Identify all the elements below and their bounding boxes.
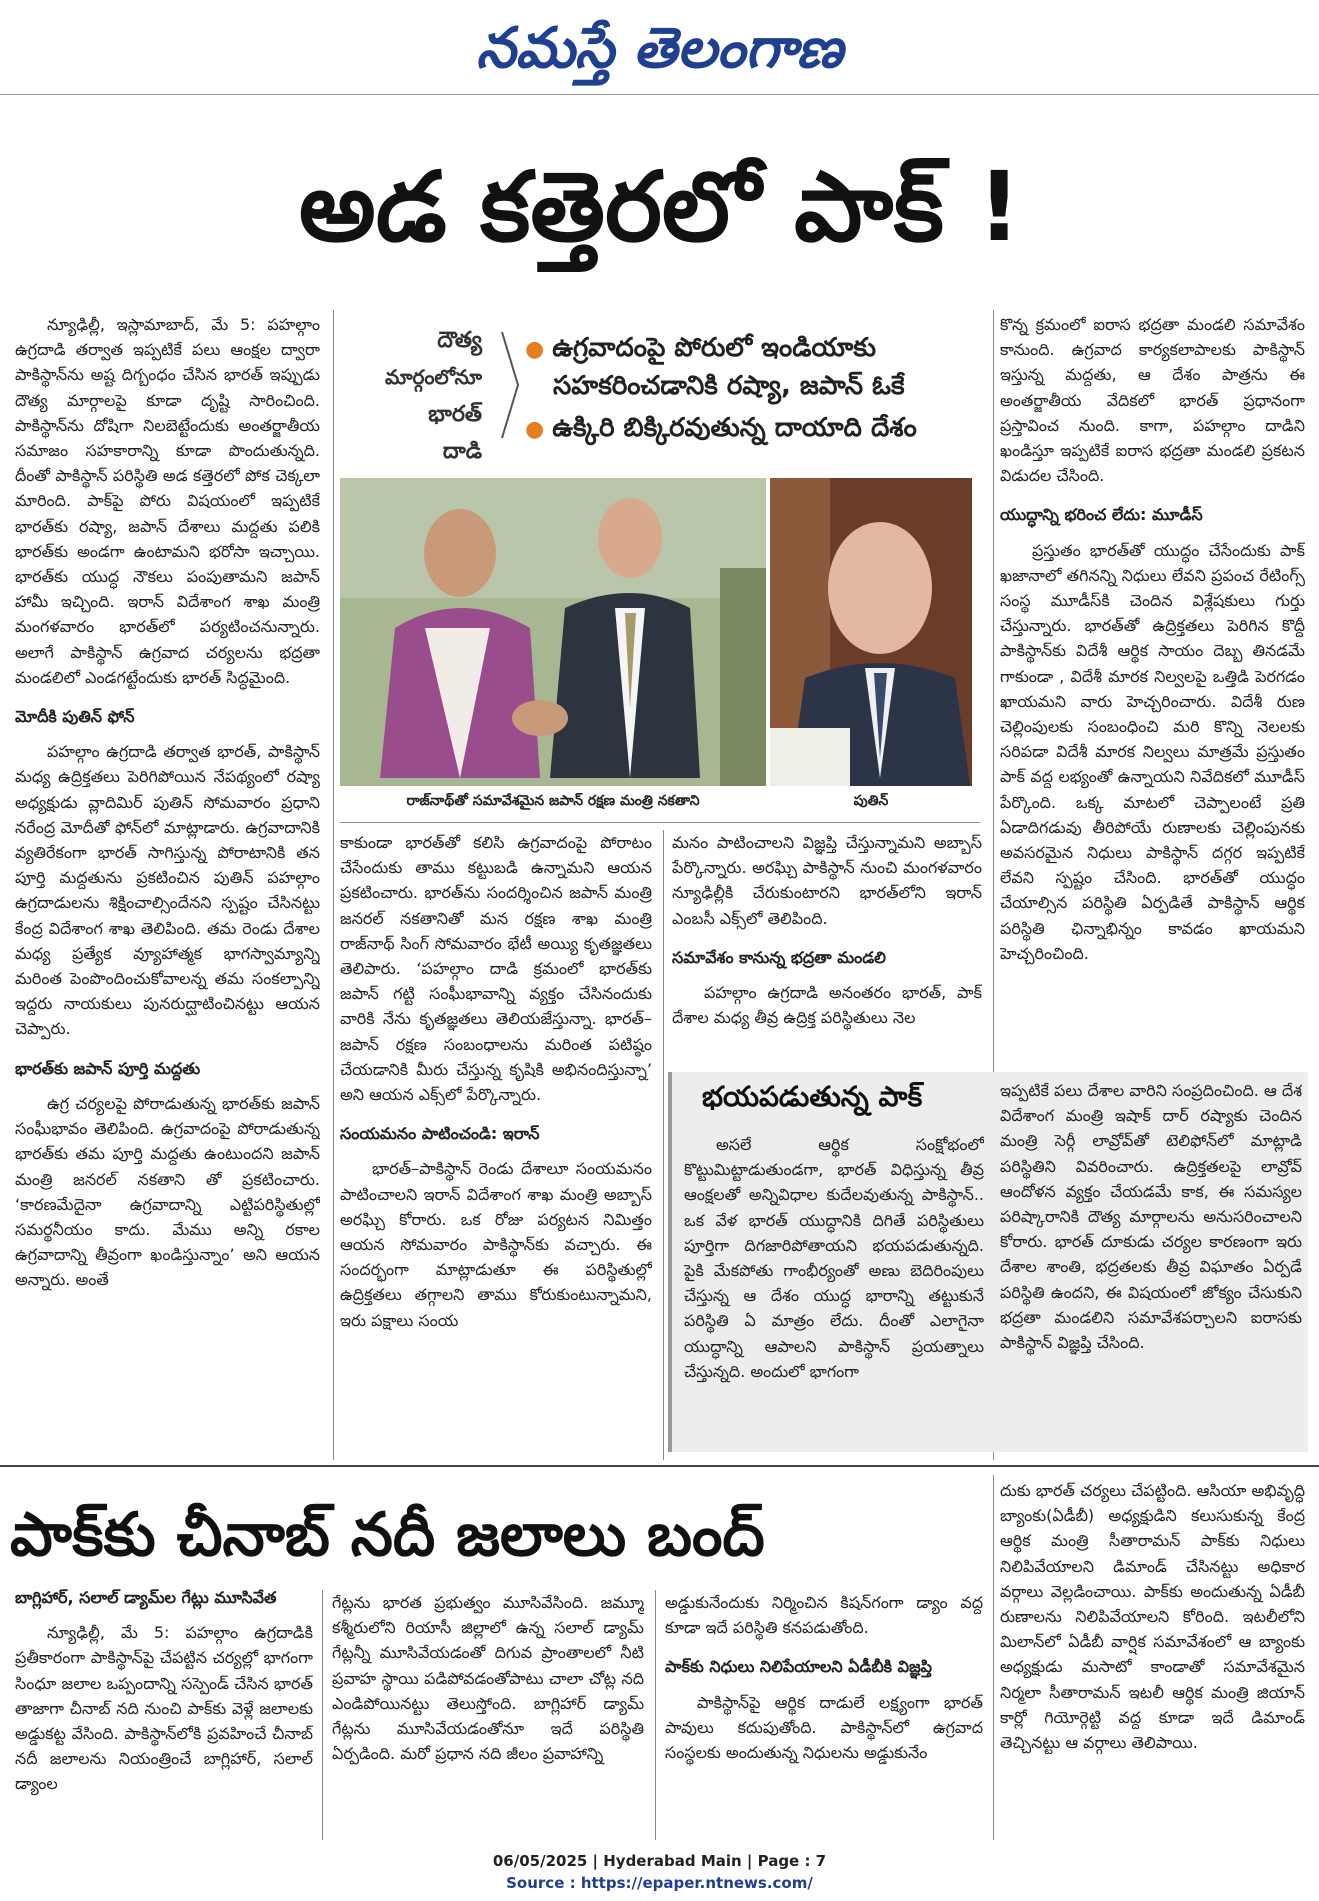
- paragraph: న్యూఢిల్లీ, మే 5: పహల్గాం ఉగ్రదాడికి ప్రతీకారంగా పాకిస్థాన్‌పై చేపట్టిన చర్యల్లో భాగంగా సింధూ జలాల ఒప్పందాన్ని సస్పెండ్ చేసిన భారత్ తాజాగా చీనాబ్ నది నుంచి పాక్‌కు వెళ్లే జలాలకు అడ్డుకట్ట వేసింది. పాకిస్థాన్‌లోకి ప్రవహించే చీనాబ్ నదీ జలాలను నియంత్రించే బాగ్లిహార్, సలాల్ డ్యాంల: [15, 1623, 313, 1794]
- box-column-2: [1000, 1078, 1302, 1446]
- subheading: సమావేశం కానున్న భద్రతా మండలి: [672, 947, 886, 967]
- bottom-column-1: [15, 1585, 313, 1845]
- paragraph: కాకుండా భారత్‌తో కలిసి ఉగ్రవాదంపై పోరాటం చేసేందుకు తాము కట్టుబడి ఉన్నామని ఆయన ప్రకటించారు. భారత్‌ను సందర్శించిన జపాన్ మంత్రి జనరల్ నకతానితో మన రక్షణ శాఖ మంత్రి రాజ్‌నాథ్ సింగ్ సోమవారం భేటీ అయ్యి కృతజ్ఞతలు తెలిపారు. ‘పహల్గాం దాడి క్రమంలో భారత్‌కు జపాన్ గట్టి సంఘీభావాన్ని వ్యక్తం చేసినందుకు వారికి నేను కృతజ్ఞతలు తెలియజేస్తున్నా. భారత్–జపాన్ రక్షణ సంబంధాలను మరింత పటిష్ఠం చేయడానికి మీరు చేస్తున్న కృషికి అభినందిస్తున్నా’ అని ఆయన ఎక్స్‌లో పేర్కొన్నారు.: [340, 833, 652, 1105]
- masthead: నమస్తే తెలంగాణ: [476, 15, 843, 81]
- subheading: బాగ్లిహార్, సలాల్ డ్యామ్‌ల గేట్లు మూసివేత: [15, 1588, 277, 1607]
- paragraph: పహల్గాం ఉగ్రదాడి తర్వాత భారత్, పాకిస్థాన్ మధ్య ఉద్రిక్తతలు పెరిగిపోయిన నేపథ్యంలో రష్యా అధ్యక్షుడు వ్లాదిమిర్ పుతిన్ సోమవారం ప్రధాని నరేంద్ర మోదీతో ఫోన్‌లో మాట్లాడారు. ఉగ్రవాదానికి వ్యతిరేకంగా భారత్ సాగిస్తున్న పోరాటానికి తన పూర్తి మద్దతును ప్రకటించిన పుతిన్ పహల్గాం ఉగ్రదాడులను శిక్షించాల్సిందేనని స్పష్టం చేసినట్టు కేంద్ర విదేశాంగ శాఖ తెలిపింది. తమ రెండు దేశాల మధ్య ప్రత్యేక వ్యూహాత్మక భాగస్వామ్యాన్ని మరింత పెంపొందించుకోవాలన్న తమ సంకల్పాన్ని ఇద్దరు నాయకులు పునరుద్ఘాటించినట్టు ఆయన చెప్పారు.: [15, 742, 320, 1039]
- paragraph: కొన్న క్రమంలో ఐరాస భద్రతా మండలి సమావేశం కానుంది. ఉగ్రవాద కార్యకలాపాలకు పాకిస్థాన్ ఇస్తున్న మద్దతు, ఆ దేశం పాత్రను ఈ అంతర్జాతీయ వేదికలో భారత్ ప్రధానంగా ప్రస్తావించ నుంది. కాగా, పహల్గాం దాడిని ఖండిస్తూ ఇప్పటికే ఐరాస భద్రతా మండలి ప్రకటన విడుదల చేసింది.: [1000, 315, 1305, 486]
- subheading: యుద్ధాన్ని భరించ లేదు: మూడీస్: [1000, 505, 1203, 525]
- footer-source-link[interactable]: Source : https://epaper.ntnews.com/: [506, 1874, 813, 1892]
- photo-caption: పుతిన్: [853, 793, 889, 809]
- paragraph: అసలే ఆర్థిక సంక్షోభంలో కొట్టుమిట్టాడుతుండగా, భారత్ విధిస్తున్న తీవ్ర ఆంక్షలతో అన్నివిధాల కుదేలవుతున్న పాకిస్థాన్.. ఒక వేళ భారత్ యుద్ధానికి దిగితే పరిస్థితులు పూర్తిగా దిగజారిపోతాయని భయపడుతున్నది. పైకి మేకపోతు గాంభీర్యంతో అణు బెదిరింపులు చేస్తున్న ఆ దేశం యుద్ధ భారాన్ని తట్టుకునే పరిస్థితి ఏ మాత్రం లేదు. దీంతో ఎలాగైనా యుద్ధాన్ని ఆపాలని పాకిస్థాన్ ప్రయత్నాలు చేస్తున్నది. అందులో భాగంగా: [684, 1135, 984, 1381]
- kicker-line: మార్గంలోనూ: [384, 365, 482, 389]
- paragraph: మనం పాటించాలని విజ్ఞప్తి చేస్తున్నామని అబ్బాస్ పేర్కొన్నారు. అరఘ్చి పాకిస్థాన్ నుంచి మంగళవారం న్యూఢిల్లీకి చేరుకుంటారని భారత్‌లోని ఇరాన్ ఎంబసీ ఎక్స్‌లో తెలిపింది.: [672, 833, 982, 928]
- boxed-story: [668, 1072, 1308, 1452]
- point-text: సహకరించడానికి రష్యా, జపాన్ ఓకే: [553, 371, 905, 401]
- footer-date-edition: 06/05/2025 | Hyderabad Main | Page : 7: [492, 1852, 827, 1870]
- bottom-column-2: [332, 1590, 644, 1845]
- paragraph: పహల్గాం ఉగ్రదాడి అనంతరం భారత్, పాక్ దేశాల మధ్య తీవ్ర ఉద్రిక్త పరిస్థితులు నెల: [672, 983, 982, 1028]
- subheading: పాక్‌కు నిధులు నిలిపేయాలని ఏడీబీకి విజ్ఞప్తి: [665, 1657, 933, 1677]
- highlight-points: [525, 330, 985, 448]
- subheading: భారత్‌కు జపాన్ పూర్తి మద్దతు: [15, 1058, 201, 1078]
- caption-rule: [340, 822, 980, 823]
- article-column-1: [15, 312, 320, 1460]
- paragraph: ఉగ్ర చర్యలపై పోరాడుతున్న భారత్‌కు జపాన్ సంఘీభావం తెలిపింది. ఉగ్రవాదంపై పోరాడుతున్న భారత్‌కు తమ పూర్తి మద్దతు ఉంటుందని జపాన్ మంత్రి జనరల్ నకతాని తో ప్రకటించారు. ‘కారణమేదైనా ఉగ్రవాదాన్ని ఎట్టిపరిస్థితుల్లో సమర్థనీయం కాదు. మేము అన్ని రకాల ఉగ్రవాదాన్ని తీవ్రంగా ఖండిస్తున్నాం’ అని ఆయన అన్నారు. అంతే: [15, 1093, 320, 1290]
- bottom-column-4: [1000, 1478, 1305, 1845]
- photo-caption: రాజ్‌నాథ్‌తో సమావేశమైన జపాన్ రక్షణ మంత్రి నకతాని: [406, 793, 700, 809]
- paragraph: భారత్–పాకిస్థాన్ రెండు దేశాలూ సంయమనం పాటించాలని ఇరాన్ విదేశాంగ శాఖ మంత్రి అబ్బాస్ అరఘ్చి కోరారు. ఒక రోజు పర్యటన నిమిత్తం ఆయన సోమవారం పాకిస్థాన్‌కు వచ్చారు. ఈ సందర్భంగా మాట్లాడుతూ ఈ పరిస్థితుల్లో ఉద్రిక్తతలు తగ్గాలని తాము కోరుకుంటున్నామని, ఇరు పక్షాలు సంయ: [340, 1159, 652, 1330]
- masthead-rule: [0, 94, 1319, 95]
- box-column-1: [684, 1132, 984, 1444]
- column-divider: [655, 1590, 656, 1840]
- kicker-line: దౌత్య: [437, 328, 482, 353]
- column-divider: [322, 1590, 323, 1840]
- paragraph: దుకు భారత్ చర్యలు చేపట్టింది. ఆసియా అభివృద్ధి బ్యాంకు(ఏడీబీ) అధ్యక్షుడిని కలుసుకున్న కేంద్ర ఆర్థిక మంత్రి సీతారామన్ పాక్‌కు నిధులు నిలిపివేయాలని డిమాండ్ చేసినట్టు అధికార వర్గాలు వెల్లడించాయి. పాక్‌కు అందుతున్న ఏడీబీ రుణాలను నిలిపివేయాలని కోరింది. ఇటలీలోని మిలాన్‌లో ఏడీబీ వార్షిక సమావేశంలో ఆ బ్యాంకు అధ్యక్షుడు మసాటో కాండాతో సమావేశమైన నిర్మలా సీతారామన్ ఇటలీ ఆర్థిక మంత్రి జియాన్ కార్లో గియోర్గెట్టి వద్ద కూడా ఇదే డిమాండ్ తెచ్చినట్టు ఆ వర్గాలు తెలిపాయి.: [1000, 1481, 1305, 1753]
- second-headline: పాక్‌కు చీనాబ్ నదీ జలాలు బంద్: [10, 1500, 765, 1570]
- subheading: మోదీకి పుతిన్ ఫోన్: [15, 707, 135, 727]
- bullet-icon: ●: [525, 337, 545, 362]
- bottom-column-3: [665, 1590, 983, 1845]
- brace-icon: [500, 330, 520, 440]
- bullet-icon: ●: [525, 417, 545, 442]
- point-text: ఉక్కిరి బిక్కిరవుతున్న దాయాది దేశం: [552, 413, 917, 443]
- point-text: ఉగ్రవాదంపై పోరులో ఇండియాకు: [552, 333, 876, 363]
- box-title: భయపడుతున్న పాక్: [702, 1080, 923, 1113]
- section-rule: [0, 1465, 1319, 1467]
- paragraph: న్యూఢిల్లీ, ఇస్లామాబాద్, మే 5: పహల్గాం ఉగ్రదాడి తర్వాత ఇప్పటికే పలు ఆంక్షల ద్వారా పాకిస్థాన్‌ను అష్ట దిగ్బంధం చేసిన భారత్ ఇప్పుడు దౌత్య మార్గాలపై కూడా దృష్టి సారించింది. పాకిస్థాన్‌ను దోషిగా నిలబెట్టేందుకు అంతర్జాతీయ సమాజం సహకారాన్ని కూడా పొందుతున్నది. దీంతో పాకిస్థాన్ పరిస్థితి అడ కత్తెరలో పోక చెక్కలా మారింది. పాక్‌పై పోరు విషయంలో ఇప్పటికే భారత్‌కు రష్యా, జపాన్ దేశాలు మద్దతు పలికి భారత్‌కు అండగా ఉంటామని భరోసా ఇచ్చాయి. భారత్‌కు యుద్ధ నౌకలు పంపుతామని జపాన్ హామీ ఇచ్చింది. ఇరాన్ విదేశాంగ శాఖ మంత్రి మంగళవారం భారత్‌లో పర్యటించనున్నారు. అలాగే పాకిస్థాన్ ఉగ్రవాద చర్యలను భద్రతా మండలిలో ఎండగట్టేందుకు భారత్ సిద్ధమైంది.: [15, 315, 320, 687]
- paragraph: గేట్లను భారత ప్రభుత్వం మూసివేసింది. జమ్మూ కశ్మీరులోని రియాసీ జిల్లాలో ఉన్న సలాల్ డ్యామ్ గేట్లన్నీ మూసివేయడంతో దిగువ ప్రాంతాలలో నీటి ప్రవాహ స్థాయి పడిపోవడంతోపాటు చాలా చోట్ల నది ఎండిపోయినట్టు తెలుస్తోంది. బాగ్లిహార్ డ్యామ్ గేట్లను మూసివేయడంతోనూ ఇదే పరిస్థితి ఏర్పడింది. మరో ప్రధాన నది జీలం ప్రవాహాన్ని: [332, 1593, 644, 1764]
- column-divider: [663, 830, 664, 1460]
- column-divider: [333, 310, 334, 1460]
- paragraph: ఇప్పటికే పలు దేశాల వారిని సంప్రదించింది. ఆ దేశ విదేశాంగ మంత్రి ఇషాక్ దార్ రష్యాకు చెందిన మంత్రి సెర్గీ లావ్రోవ్‌తో టెలిఫోన్‌లో మాట్లాడి పరిస్థితిని వివరించారు. ఉద్రిక్తతలపై లావ్రోవ్ ఆందోళన వ్యక్తం చేయడమే కాక, ఈ సమస్యల పరిష్కారానికి దౌత్య మార్గాలను అనుసరించాలని కోరారు. భారత్ దూకుడు చర్యల కారణంగా ఇరు దేశాల శాంతి, భద్రతలకు తీవ్ర విఘాతం ఏర్పడే పరిస్థితి ఉందని, ఈ విషయంలో జోక్యం చేసుకుని భద్రతా మండలిని సమావేశపర్చాలని ఐరాసకు పాకిస్థాన్ విజ్ఞప్తి చేసింది.: [1000, 1081, 1302, 1353]
- paragraph: పాకిస్థాన్‌పై ఆర్థిక దాడులే లక్ష్యంగా భారత్ పావులు కదుపుతోంది. పాకిస్థాన్‌లో ఉగ్రవాద సంస్థలకు అందుతున్న నిధులను అడ్డుకునేం: [665, 1692, 983, 1763]
- kicker: [384, 322, 482, 470]
- paragraph: ప్రస్తుతం భారత్‌తో యుద్ధం చేసేందుకు పాక్ ఖజానాలో తగినన్ని నిధులు లేవని ప్రపంచ రేటింగ్స్ సంస్థ మూడీస్‌కి చెందిన విశ్లేషకులు గుర్తు చేస్తున్నారు. భారత్‌తో ఉద్రిక్తతలు పెరిగిన కొద్దీ పాకిస్థాన్‌కు విదేశీ ఆర్థిక సాయం దెబ్బ తినడమే గాకుండా , విదేశీ మారక నిల్వలపై ఒత్తిడి పెరగడం ఖాయమని వారు హెచ్చరించారు. విదేశీ రుణ చెల్లింపులకు సంబంధించి మరి కొన్ని నెలలకు సరిపడా విదేశీ మారక నిల్వలు మాత్రమే ప్రస్తుతం పాక్ వద్ద లభ్యంతో ఉన్నాయని నివేదికలో మూడీస్ పేర్కొంది. ఒక్క మాటలో చెప్పాలంటే ప్రతి ఏడాదిగడువు తీరిపోయే రుణాలకు చెల్లింపునకు అవసరమైన నిధులు పాకిస్థాన్ దగ్గర ఇప్పటికే లేవని స్పష్టం చేసింది. భారత్‌తో యుద్ధం చేయాల్సిన పరిస్థితి ఏర్పడితే పాకిస్థాన్ ఆర్థిక పరిస్థితి ఛిన్నాభిన్నం కావడం ఖాయమని హెచ్చరించింది.: [1000, 540, 1305, 963]
- column-divider: [993, 1475, 994, 1840]
- article-column-2: [340, 830, 652, 1460]
- article-column-3: [672, 830, 982, 1060]
- main-headline: అడ కత్తెరలో పాక్ !: [298, 151, 1022, 263]
- kicker-line: భారత్ దాడి: [428, 402, 482, 464]
- photo-putin: [770, 478, 972, 786]
- article-column-4: [1000, 312, 1305, 1062]
- photo-rajnath-nakatani: [340, 478, 766, 786]
- subheading: సంయమనం పాటించండి: ఇరాన్: [340, 1124, 540, 1144]
- paragraph: అడ్డుకునేందుకు నిర్మించిన కిషన్‌గంగా డ్యాం వద్ద కూడా ఇదే పరిస్థితి కనపడుతోంది.: [665, 1593, 983, 1638]
